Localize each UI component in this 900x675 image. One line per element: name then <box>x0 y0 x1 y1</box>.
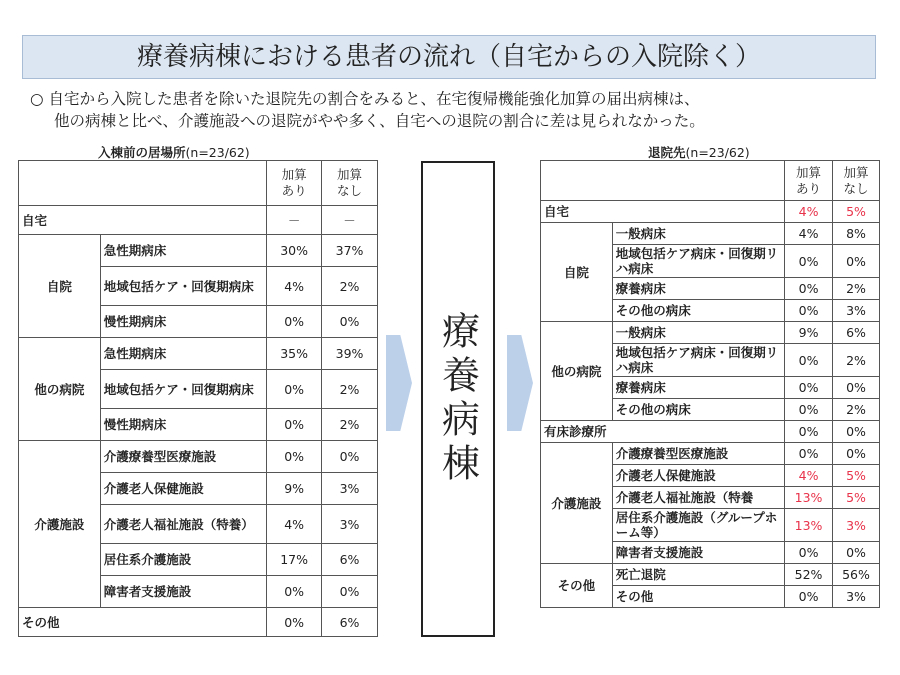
value-without-bonus: 0% <box>833 542 880 564</box>
value-with-bonus: 0% <box>785 278 833 300</box>
row-label: 一般病床 <box>612 322 784 344</box>
value-without-bonus: 6% <box>322 608 378 637</box>
value-with-bonus: 0% <box>785 245 833 278</box>
table-row <box>541 201 880 223</box>
value-with-bonus: 52% <box>785 564 833 586</box>
header-without-bonus: 加算 なし <box>322 161 378 206</box>
value-without-bonus: 0% <box>833 443 880 465</box>
value-with-bonus: 0% <box>785 421 833 443</box>
header-blank <box>541 161 785 201</box>
value-with-bonus: 0% <box>785 344 833 377</box>
row-label: 介護療養型医療施設 <box>100 441 266 473</box>
table-row <box>541 421 880 443</box>
value-without-bonus: 2% <box>322 370 378 409</box>
value-with-bonus: 35% <box>267 338 322 370</box>
value-without-bonus: 39% <box>322 338 378 370</box>
value-with-bonus: 4% <box>785 201 833 223</box>
table-row <box>541 223 880 245</box>
value-with-bonus: 9% <box>267 473 322 505</box>
arrow-right-icon <box>386 335 412 431</box>
value-without-bonus: 0% <box>322 576 378 608</box>
value-with-bonus: 13% <box>785 487 833 509</box>
row-label: 介護老人保健施設 <box>612 465 784 487</box>
value-without-bonus: 2% <box>833 278 880 300</box>
group-label: 他の病院 <box>19 338 101 441</box>
value-without-bonus: 2% <box>322 267 378 306</box>
value-without-bonus: 56% <box>833 564 880 586</box>
row-label: 介護老人福祉施設（特養） <box>100 505 266 544</box>
header-with-bonus: 加算 あり <box>785 161 833 201</box>
row-label: その他 <box>612 586 784 608</box>
table-row <box>19 338 378 370</box>
value-with-bonus: 0% <box>785 586 833 608</box>
row-label: 療養病床 <box>612 278 784 300</box>
value-without-bonus: 0% <box>322 441 378 473</box>
value-without-bonus: 8% <box>833 223 880 245</box>
row-label: 慢性期病床 <box>100 409 266 441</box>
table-row <box>19 235 378 267</box>
value-without-bonus: 3% <box>322 473 378 505</box>
value-with-bonus: 17% <box>267 544 322 576</box>
value-with-bonus: 0% <box>785 377 833 399</box>
page-title: 療養病棟における患者の流れ（自宅からの入院除く） <box>22 35 876 79</box>
value-with-bonus: 0% <box>785 443 833 465</box>
value-without-bonus: 0% <box>833 421 880 443</box>
value-without-bonus: 5% <box>833 487 880 509</box>
row-label: 障害者支援施設 <box>100 576 266 608</box>
sample-size: (n=23/62) <box>185 145 250 160</box>
value-with-bonus: 0% <box>267 608 322 637</box>
row-label: 居住系介護施設 <box>100 544 266 576</box>
value-without-bonus: 0% <box>833 245 880 278</box>
right-table-caption <box>648 143 750 161</box>
row-label: 自宅 <box>541 201 785 223</box>
group-label: 自院 <box>541 223 613 322</box>
row-label: 有床診療所 <box>541 421 785 443</box>
value-without-bonus: 5% <box>833 465 880 487</box>
value-with-bonus: 4% <box>267 505 322 544</box>
row-label: 障害者支援施設 <box>612 542 784 564</box>
admission-source-table <box>18 160 378 637</box>
value-with-bonus: 0% <box>267 576 322 608</box>
row-label: 介護療養型医療施設 <box>612 443 784 465</box>
value-without-bonus: 3% <box>833 509 880 542</box>
value-with-bonus: 13% <box>785 509 833 542</box>
value-without-bonus: 2% <box>322 409 378 441</box>
value-with-bonus: 0% <box>267 409 322 441</box>
header-row <box>19 161 378 206</box>
row-label: その他の病床 <box>612 399 784 421</box>
group-label: その他 <box>541 564 613 608</box>
table-row <box>541 564 880 586</box>
value-without-bonus: 3% <box>833 300 880 322</box>
row-label: 療養病床 <box>612 377 784 399</box>
value-without-bonus: 0% <box>322 306 378 338</box>
row-label: 慢性期病床 <box>100 306 266 338</box>
value-with-bonus: 30% <box>267 235 322 267</box>
value-without-bonus: 3% <box>322 505 378 544</box>
group-label: 自院 <box>19 235 101 338</box>
value-with-bonus: 0% <box>267 441 322 473</box>
value-without-bonus: 3% <box>833 586 880 608</box>
table-row <box>541 443 880 465</box>
row-label: 介護老人福祉施設（特養 <box>612 487 784 509</box>
value-with-bonus: 0% <box>267 306 322 338</box>
summary-text <box>30 88 880 132</box>
value-with-bonus: － <box>267 206 322 235</box>
header-without-bonus: 加算 なし <box>833 161 880 201</box>
row-label: 居住系介護施設（グループホーム等） <box>612 509 784 542</box>
header-row <box>541 161 880 201</box>
value-with-bonus: 4% <box>785 465 833 487</box>
value-without-bonus: 0% <box>833 377 880 399</box>
header-with-bonus: 加算 あり <box>267 161 322 206</box>
row-label: 地域包括ケア病床・回復期リハ病床 <box>612 245 784 278</box>
value-with-bonus: 0% <box>267 370 322 409</box>
row-label: 地域包括ケア・回復期病床 <box>100 370 266 409</box>
row-label: 急性期病床 <box>100 235 266 267</box>
value-with-bonus: 9% <box>785 322 833 344</box>
group-label: 介護施設 <box>19 441 101 608</box>
header-blank <box>19 161 267 206</box>
caption-text: 退院先 <box>648 145 686 160</box>
arrow-right-icon <box>507 335 533 431</box>
row-label: 地域包括ケア病床・回復期リハ病床 <box>612 344 784 377</box>
row-label: 急性期病床 <box>100 338 266 370</box>
row-label: 介護老人保健施設 <box>100 473 266 505</box>
sample-size: (n=23/62) <box>685 145 750 160</box>
row-label: その他 <box>19 608 267 637</box>
table-row <box>541 322 880 344</box>
group-label: 介護施設 <box>541 443 613 564</box>
table-row <box>19 441 378 473</box>
value-without-bonus: 2% <box>833 399 880 421</box>
row-label: 地域包括ケア・回復期病床 <box>100 267 266 306</box>
value-with-bonus: 4% <box>785 223 833 245</box>
discharge-destination-table <box>540 160 880 608</box>
value-with-bonus: 0% <box>785 399 833 421</box>
row-label: 死亡退院 <box>612 564 784 586</box>
value-without-bonus: 5% <box>833 201 880 223</box>
table-row <box>19 206 378 235</box>
row-label: その他の病床 <box>612 300 784 322</box>
value-with-bonus: 0% <box>785 542 833 564</box>
value-with-bonus: 0% <box>785 300 833 322</box>
table-row <box>19 608 378 637</box>
summary-line-1: ○ 自宅から入院した患者を除いた退院先の割合をみると、在宅復帰機能強化加算の届出病棟は、 <box>30 90 700 108</box>
summary-line-2: 他の病棟と比べ、介護施設への退院がやや多く、自宅への退院の割合に差は見られなかった。 <box>54 112 705 130</box>
group-label: 他の病院 <box>541 322 613 421</box>
value-without-bonus: 6% <box>322 544 378 576</box>
value-without-bonus: 2% <box>833 344 880 377</box>
value-with-bonus: 4% <box>267 267 322 306</box>
row-label: 自宅 <box>19 206 267 235</box>
ward-label-box: 療養病棟 <box>421 161 495 637</box>
value-without-bonus: 6% <box>833 322 880 344</box>
left-table-caption <box>98 143 250 161</box>
row-label: 一般病床 <box>612 223 784 245</box>
caption-text: 入棟前の居場所 <box>98 145 186 160</box>
value-without-bonus: 37% <box>322 235 378 267</box>
value-without-bonus: － <box>322 206 378 235</box>
